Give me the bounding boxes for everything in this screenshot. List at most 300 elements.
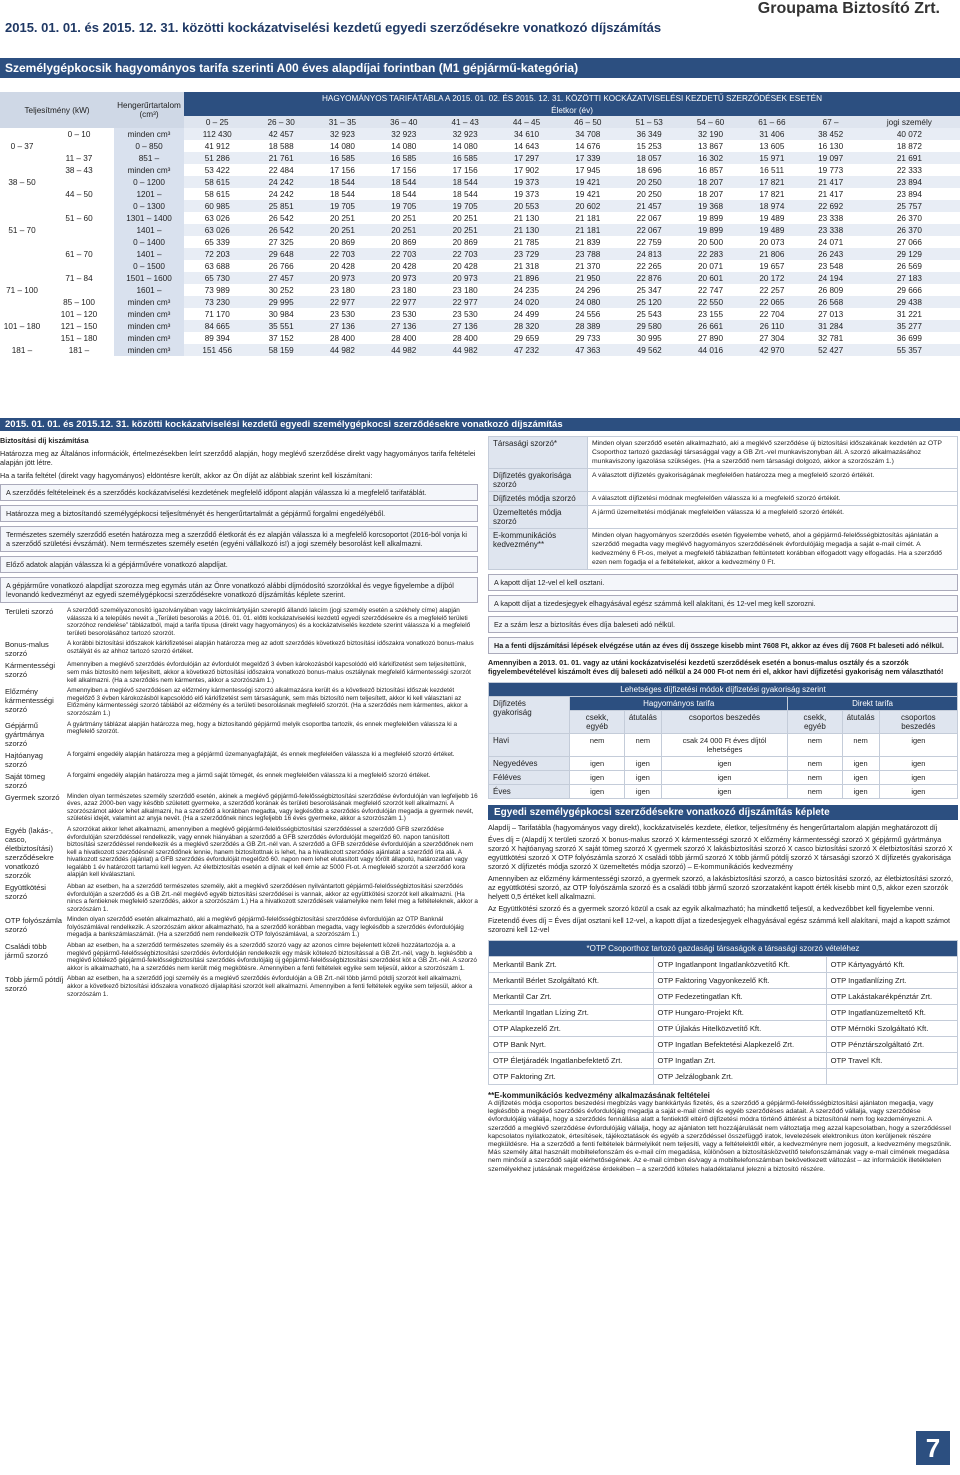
table-row xyxy=(0,128,960,140)
otp-company: OTP Faktoring Vagyonkezelő Kft. xyxy=(653,973,826,989)
kw-cell xyxy=(44,284,114,296)
multiplier-text: Amennyiben a meglévő szerződésen az előzmény kármentességi szorzó alkalmazásra került és a következő biztosítási időszak kezdetét megelőző 3 évben károkozásból kapcsolódó elő kárkifizetést sem társaságunk, sem más biztosító nem teljesített, akkor ki kell választani az Előzmény kármentességi szorzó táblából az előzmény és a területi besorolásnak megfelelő szorzót. (Ha a szerződés nem kármentes, akkor a szorzószám 1.) xyxy=(67,687,468,717)
otp-company: OTP Fedezetingatlan Kft. xyxy=(653,989,826,1005)
freq-cell: igen xyxy=(661,757,787,771)
table-row xyxy=(0,188,960,200)
tariff-value: 22 703 xyxy=(373,248,434,260)
tariff-value: 22 067 xyxy=(636,213,662,223)
tariff-value: 13 605 xyxy=(759,141,785,151)
tariff-value: 84 665 xyxy=(184,320,250,332)
tariff-value: 89 394 xyxy=(204,333,230,343)
tariff-value: 20 869 xyxy=(452,237,478,247)
otp-company: OTP Hungaro-Projekt Kft. xyxy=(653,1005,826,1021)
freq-cell: igen xyxy=(879,734,957,757)
multiplier-row xyxy=(489,506,958,529)
multiplier-item xyxy=(0,640,478,658)
tariff-value: 13 867 xyxy=(698,141,724,151)
tariff-value: 19 373 xyxy=(496,176,557,188)
ccm-cell: minden cm³ xyxy=(114,332,184,344)
tariff-value: 38 452 xyxy=(803,128,859,140)
tariff-value: 30 984 xyxy=(268,309,294,319)
tariff-value: 19 368 xyxy=(680,200,741,212)
freq-cell: igen xyxy=(879,771,957,785)
tariff-value: 18 544 xyxy=(329,189,355,199)
tariff-value: 26 569 xyxy=(896,261,922,271)
tariff-value: 34 708 xyxy=(557,128,618,140)
tariff-value: 20 428 xyxy=(329,261,355,271)
multiplier-item xyxy=(0,661,478,684)
tariff-value: 22 977 xyxy=(434,296,495,308)
kw-cell xyxy=(0,128,44,140)
tariff-value: 20 251 xyxy=(312,224,373,236)
tariff-value: 31 284 xyxy=(803,320,859,332)
tariff-value: 30 252 xyxy=(268,285,294,295)
multiplier-item xyxy=(0,793,478,823)
note-3: Ez a szám lesz a biztosítás éves díja baleseti adó nélkül. xyxy=(488,616,958,633)
freq-cell: nem xyxy=(788,785,842,799)
otp-company: Merkantil Bérlet Szolgáltató Kft. xyxy=(489,973,654,989)
freq-subheader-cell: csoportos beszedés xyxy=(661,711,787,734)
tariff-value: 20 071 xyxy=(698,261,724,271)
tariff-value: 23 530 xyxy=(329,309,355,319)
tariff-value: 32 923 xyxy=(373,128,434,140)
tariff-value: 16 585 xyxy=(434,152,495,164)
ccm-cell: 0 – 1500 xyxy=(114,260,184,272)
tariff-value: 15 971 xyxy=(741,152,802,164)
ecomm-text: A díjfizetés módja csoportos beszedési megbízás vagy bankkártyás fizetés, és a szerződő a gépjármű-felelősségbiztosítási ajánlaton megadja, vagy legkésőbb a meglévő szerződés évfordulójáig megadja a saját e-mail címét és egyéb szerződéses adatait. A szerződő vállalja, vagy szerződése évfordulójáig vállalja, hogy a szerződés fennállása alatt a fentiektől eltérő díjfizetési módra történő áttérést a biztosítónál nem fog kezdeményezni. A szerződő a meglévő szerződése évfordulójáig vállalja, hogy az ajánlaton tett hozzájárulását nem változtatja meg azzal kapcsolatban, hogy a szerződéssel kapcsolatos nyilatkozatok, értesítések, tájékoztatások és egyéb a szerződéssel összefüggő iratok, levelezések elektronikus úton kerüljenek részére megküldésre. Ha a szerződő a fenti feltételek bármelyikét nem teljesíti, vagy a feltételektől eltér, a kedvezményre nem jogosult, a kedvezmény megszűnik. Más személy által használt mobiltelefonszám és e-mail cím megadása, különösen a biztosításközvetítő telefonszámának vagy e-mail címének megadása nem minősül a szerződő saját elérhetőségének. Az e-mail címben és/vagy a mobiltelefonszámban bekövetkezett változást – az információk illetéktelen személyekhez jutásának megelőzése érdekében – a szerződő köteles haladéktalanul jelezni a biztosító részére. xyxy=(488,1100,952,1173)
tariff-value: 26 542 xyxy=(250,224,311,236)
tariff-value: 36 349 xyxy=(619,128,680,140)
note-4: Ha a fenti díjszámítási lépések elvégzése után az éves díj összege kisebb mint 7608 Ft, akkor az éves díj 7608 Ft baleseti adó nélkül. xyxy=(488,637,958,654)
tariff-value: 23 338 xyxy=(818,213,844,223)
table-row xyxy=(489,785,958,799)
table-row xyxy=(0,272,960,284)
kw-cell xyxy=(0,152,44,164)
tariff-value: 16 585 xyxy=(312,152,373,164)
kw-cell xyxy=(0,164,44,176)
table-row xyxy=(489,757,958,771)
otp-company: OTP Ingatlan Befektetési Alapkezelő Zrt. xyxy=(653,1037,826,1053)
calc-intro2: Ha a tarifa feltétel (direkt vagy hagyományos) eldöntésre került, akkor az Ön díját az alábbiak szerint kell kiszámítani: xyxy=(0,471,373,480)
tariff-value: 34 610 xyxy=(496,128,557,140)
ccm-header: Hengerűrtartalom (cm³) xyxy=(114,92,184,128)
tariff-value: 28 400 xyxy=(391,333,417,343)
table-row xyxy=(0,164,960,176)
multiplier-list xyxy=(0,607,478,998)
freq-title: Lehetséges díjfizetési módok díjfizetési gyakoriság szerint xyxy=(489,683,958,697)
tariff-value: 26 809 xyxy=(818,285,844,295)
ccm-cell: 1201 – xyxy=(114,188,184,200)
ccm-cell: minden cm³ xyxy=(114,320,184,332)
tariff-value: 21 761 xyxy=(250,152,311,164)
multiplier-label: Együttkötési szorzó xyxy=(5,882,46,901)
tariff-value: 27 136 xyxy=(312,320,373,332)
multiplier-row xyxy=(489,437,958,469)
tariff-value: 19 773 xyxy=(818,165,844,175)
table-row xyxy=(489,957,958,973)
tariff-value: 22 759 xyxy=(636,237,662,247)
age-col-header: 31 – 35 xyxy=(312,116,373,128)
tariff-value: 20 500 xyxy=(698,237,724,247)
tariff-value: 20 973 xyxy=(312,272,373,284)
tariff-value: 112 430 xyxy=(184,128,250,140)
tariff-value: 14 080 xyxy=(452,141,478,151)
kw-header: Teljesítmény (kW) xyxy=(0,92,114,128)
tariff-value: 27 457 xyxy=(250,272,311,284)
tariff-value: 20 973 xyxy=(434,272,495,284)
tariff-value: 19 705 xyxy=(312,200,373,212)
note-5: Amennyiben a 2013. 01. 01. vagy az utáni kockázatviselési kezdetű szerződések esetén a bonus-malus osztály és a szorzók figyelembevételével kiszámolt éves díj baleseti adó nélkül a 24 000 Ft-ot nem éri el, akkor havi díjfizetési gyakoriság nem választható! xyxy=(488,658,944,676)
tariff-value: 20 172 xyxy=(741,272,802,284)
table-row xyxy=(0,236,960,248)
freq-cell: igen xyxy=(624,771,661,785)
tariff-value: 18 207 xyxy=(680,176,741,188)
tariff-value: 73 230 xyxy=(184,296,250,308)
tariff-value: 18 588 xyxy=(268,141,294,151)
tariff-value: 21 417 xyxy=(803,176,859,188)
tariff-value: 17 156 xyxy=(452,165,478,175)
tariff-value: 14 080 xyxy=(391,141,417,151)
kw-cell: 181 – xyxy=(44,344,114,356)
otp-company: OTP Ingatlanlízing Zrt. xyxy=(826,973,957,989)
tariff-value: 32 923 xyxy=(434,128,495,140)
freq-cell: igen xyxy=(842,757,879,771)
otp-company: OTP Ingatlanüzemeltető Kft. xyxy=(826,1005,957,1021)
tariff-value: 24 499 xyxy=(513,309,540,319)
tariff-value: 47 232 xyxy=(496,344,557,356)
tariff-value: 18 544 xyxy=(452,189,478,199)
age-col-header: 46 – 50 xyxy=(557,116,618,128)
tariff-value: 23 180 xyxy=(452,285,478,295)
tariff-value: 25 347 xyxy=(636,285,662,295)
tariff-value: 55 357 xyxy=(859,344,960,356)
tariff-value: 26 370 xyxy=(859,224,960,236)
tariff-value: 22 333 xyxy=(896,165,922,175)
otp-company: OTP Mérnöki Szolgáltató Kft. xyxy=(826,1021,957,1037)
tariff-value: 20 553 xyxy=(496,200,557,212)
table-caption: HAGYOMÁNYOS TARIFÁTÁBLA A 2015. 01. 02. ÉS 2015. 12. 31. KÖZÖTTI KOCKÁZATVISELÉSI KEZDETŰ SZERZŐDÉSEK ESETÉN xyxy=(184,92,960,104)
multiplier-label: OTP folyószámla szorzó xyxy=(5,916,62,935)
ccm-cell: minden cm³ xyxy=(114,344,184,356)
ccm-cell: 0 – 1300 xyxy=(114,200,184,212)
kw-cell: 181 – xyxy=(0,344,44,356)
table-row xyxy=(489,1037,958,1053)
tariff-value: 18 207 xyxy=(698,189,724,199)
freq-subheader-cell: átutalás xyxy=(624,711,661,734)
tariff-value: 29 733 xyxy=(575,333,601,343)
freq-cell: igen xyxy=(624,757,661,771)
multiplier-row xyxy=(489,529,958,570)
tariff-value: 23 548 xyxy=(818,261,844,271)
right-column xyxy=(488,436,958,1174)
tariff-value: 18 872 xyxy=(896,141,922,151)
tariff-value: 29 129 xyxy=(859,248,960,260)
tariff-value: 20 250 xyxy=(636,189,662,199)
otp-company: Merkantil Car Zrt. xyxy=(489,989,654,1005)
step-box-4: Előző adatok alapján válassza ki a gépjárművére vonatkozó alapdíjat. xyxy=(0,556,478,573)
tariff-value: 24 242 xyxy=(250,176,311,188)
age-col-header: 26 – 30 xyxy=(250,116,311,128)
tariff-value: 20 250 xyxy=(619,176,680,188)
tariff-value: 26 661 xyxy=(680,320,741,332)
tariff-value: 73 989 xyxy=(204,285,230,295)
multiplier-item xyxy=(0,883,478,913)
tariff-value: 23 530 xyxy=(391,309,417,319)
multiplier-label: Előzmény kármentességi szorzó xyxy=(5,687,54,715)
tariff-value: 44 982 xyxy=(312,344,373,356)
table-subtitle: Személygépkocsik hagyományos tarifa szerinti A00 éves alapdíjai forintban (M1 gépjármű-kategória) xyxy=(0,58,960,78)
step-box-1: A szerződés feltételeinek és a szerződés kockázatviselési kezdetének megfelelő időpont alapján válassza ki a megfelelő tarifatáblát. xyxy=(0,484,478,501)
tariff-value: 14 676 xyxy=(575,141,601,151)
multiplier-text: A forgalmi engedély alapján határozza meg a jármű saját tömegét, és ennek megfelelően válassza ki a megfelelő szorzó értéket. xyxy=(67,771,431,779)
age-col-header: 54 – 60 xyxy=(680,116,741,128)
tariff-value: 29 648 xyxy=(250,248,311,260)
ccm-cell: minden cm³ xyxy=(114,296,184,308)
kw-cell: 101 – 120 xyxy=(44,308,114,320)
table-row xyxy=(0,152,960,164)
tariff-value: 23 180 xyxy=(391,285,417,295)
page-title: 2015. 01. 01. és 2015. 12. 31. közötti kockázatviselési kezdetű egyedi szerződésekre vonatkozó díjszámítás xyxy=(5,20,662,35)
tariff-value: 63 026 xyxy=(184,224,250,236)
kw-cell xyxy=(44,260,114,272)
tariff-value: 52 427 xyxy=(803,344,859,356)
tariff-value: 32 190 xyxy=(680,128,741,140)
freq-cell: nem xyxy=(788,757,842,771)
tariff-value: 20 602 xyxy=(557,200,618,212)
step-box-2: Határozza meg a biztosítandó személygépkocsi teljesítményét és hengerűrtartalmát a gépjármű forgalmi engedélyéből. xyxy=(0,505,478,522)
otp-company: OTP Újlakás Hitelközvetítő Kft. xyxy=(653,1021,826,1037)
tariff-value: 23 338 xyxy=(803,224,859,236)
kw-cell xyxy=(44,236,114,248)
tariff-value: 27 183 xyxy=(859,272,960,284)
tariff-value: 24 296 xyxy=(575,285,601,295)
table-row xyxy=(0,296,960,308)
formula-text xyxy=(488,823,958,934)
kw-cell xyxy=(44,140,114,152)
tariff-value: 21 896 xyxy=(496,272,557,284)
table-row xyxy=(489,1069,958,1085)
tariff-value: 35 277 xyxy=(859,320,960,332)
tariff-value: 20 869 xyxy=(391,237,417,247)
tariff-value: 24 242 xyxy=(268,189,294,199)
tariff-value: 17 156 xyxy=(391,165,417,175)
freq-cell: nem xyxy=(624,734,661,757)
table-row xyxy=(0,308,960,320)
multiplier-label: Üzemeltetés módja szorzó xyxy=(489,506,588,529)
ccm-cell: 1301 – 1400 xyxy=(114,212,184,224)
formula-title: Egyedi személygépkocsi szerződésekre vonatkozó díjszámítás képlete xyxy=(488,805,958,820)
tariff-value: 16 585 xyxy=(373,152,434,164)
otp-company: OTP Kártyagyártó Kft. xyxy=(826,957,957,973)
multiplier-text: A szerződő személyazonosító igazolványában vagy lakcímkártyáján szereplő állandó lakcím (jogi személy esetén a székhely címe) alapján válassza ki a település nevét a „Területi besorolás a 2016. 01. 01. előtti kockázatviselési kezdetű egyedi szerződésekre és a megfelelő területi szorzóhoz rendelése” táblázatból, majd a tarifa típusa (direkt vagy hagyományos) és a kockázatviselés kezdete szerint válassza ki a megfelelő területi besorolásához tartozó szorzót. xyxy=(67,607,471,637)
age-col-header: 51 – 53 xyxy=(619,116,680,128)
tariff-value: 20 073 xyxy=(759,237,785,247)
tariff-value: 23 894 xyxy=(896,189,922,199)
tariff-value: 22 692 xyxy=(803,200,859,212)
tariff-value: 26 110 xyxy=(741,320,802,332)
freq-head-2: Direkt tarifa xyxy=(788,697,958,711)
tariff-value: 36 699 xyxy=(896,333,922,343)
multiplier-item xyxy=(0,975,478,998)
freq-cell: igen xyxy=(842,771,879,785)
table-row xyxy=(0,344,960,356)
ccm-cell: 1401 – xyxy=(114,224,184,236)
otp-company: OTP Életjáradék Ingatlanbefektető Zrt. xyxy=(489,1053,654,1069)
tariff-value: 23 788 xyxy=(557,248,618,260)
kw-cell: 38 – 50 xyxy=(0,176,44,188)
multiplier-label: Bonus-malus szorzó xyxy=(5,640,49,659)
tariff-value: 47 363 xyxy=(557,344,618,356)
tariff-value: 21 691 xyxy=(859,152,960,164)
tariff-value: 18 544 xyxy=(391,189,417,199)
otp-company: OTP Pénztárszolgáltató Zrt. xyxy=(826,1037,957,1053)
tariff-value: 22 977 xyxy=(373,296,434,308)
multiplier-text: A jármű üzemeltetési módjának megfelelően válassza ki a megfelelő szorzó értékét. xyxy=(588,506,958,529)
tariff-value: 17 902 xyxy=(513,165,540,175)
formula-paragraph: Éves díj = (Alapdíj X területi szorzó X bonus-malus szorzó X kármentességi szorzó X előzmény kármentességi szorzó X gépjármű gyártmánya szorzó X hajtóanyag szorzó X saját tömeg szorzó X gyermek szorzó X lakásbiztosítási szorzó X casco biztosítási szorzó X életbiztosítási szorzó X együttkötési szorzó X OTP folyószámla szorzó X családi több jármű szorzó X több jármű pótdíj szorzó X társasági szorzó X díjfizetés gyakorisága szorzó X díjfizetés módja szorzó X üzemeltetés módja szorzó) – E-kommunikációs kedvezmény xyxy=(488,835,953,871)
table-row xyxy=(489,734,958,757)
tariff-value: 29 995 xyxy=(250,296,311,308)
freq-cell: igen xyxy=(570,757,624,771)
tariff-value: 24 071 xyxy=(818,237,844,247)
tariff-value: 42 970 xyxy=(741,344,802,356)
tariff-value: 20 251 xyxy=(452,213,478,223)
tariff-value: 19 097 xyxy=(803,152,859,164)
tariff-value: 16 857 xyxy=(698,165,724,175)
ccm-cell: minden cm³ xyxy=(114,308,184,320)
step-box-3: Természetes személy szerződő esetén határozza meg a szerződő életkorát és ez alapján válassza ki a megfelelő korcsoportot (2016-ból vonja ki a szerződő születési évszámát). Nem természetes személy esetén (egyéni vállalkozó is!) a jogi személy besorolást kell alkalmazni. xyxy=(0,526,478,552)
multiplier-text: A gyártmány táblázat alapján határozza meg, hogy a biztosítandó gépjármű melyik csoportba tartozik, és ennek megfelelően válassza ki a megfelelő szorzót. xyxy=(67,720,458,736)
multiplier-item xyxy=(0,772,478,790)
kw-cell xyxy=(44,176,114,188)
tariff-value: 22 257 xyxy=(759,285,785,295)
multiplier-label: Több jármű pótdíj szorzó xyxy=(5,975,64,994)
otp-company: OTP Bank Nyrt. xyxy=(489,1037,654,1053)
multiplier-text: Amennyiben a meglévő szerződés évfordulóján az évfordulót megelőző 3 évben károkozásból kapcsolódó elő kárkifizetést sem teljesítettünk, sem más biztosító nem teljesített, akkor a következő biztosítási időszakra vonatkozó bonus-malus osztálynak megfelelő kármentességi szorzót kell alkalmazni. (Ha a szerződés nem kármentes, akkor a szorzószám 1.) xyxy=(67,661,471,684)
tariff-value: 44 982 xyxy=(434,344,495,356)
calc-heading: Biztosítási díj kiszámítása xyxy=(0,436,89,445)
tariff-value: 19 421 xyxy=(575,189,601,199)
freq-name: Éves xyxy=(489,785,570,799)
tariff-value: 27 136 xyxy=(434,320,495,332)
freq-head-1: Hagyományos tarifa xyxy=(570,697,788,711)
multiplier-label: Egyéb (lakás-, casco, életbiztosítási) szerződésekre vonatkozó szorzók xyxy=(5,825,54,880)
tariff-value: 21 839 xyxy=(575,237,601,247)
tariff-value: 58 159 xyxy=(250,344,311,356)
tariff-value: 58 615 xyxy=(204,189,230,199)
ccm-cell: 0 – 850 xyxy=(114,140,184,152)
tariff-value: 51 286 xyxy=(184,152,250,164)
multiplier-text: Minden olyan szerződő esetén alkalmazható, aki a meglévő szerződése új biztosítási időszakának kezdetén az OTP Csoporthoz tartozó gazdasági társasággal vagy a GB Zrt.-vel munkaviszonyban áll. A szorzó alkalmazásához munkaviszony igazolása szükséges. (Ha a szerződő nem társasági dolgozó, akkor a szorzószám 1.) xyxy=(588,437,958,469)
tariff-value: 23 894 xyxy=(859,176,960,188)
kw-cell xyxy=(0,248,44,260)
tariff-value: 53 422 xyxy=(204,165,230,175)
tariff-value: 24 080 xyxy=(557,296,618,308)
multiplier-table-right xyxy=(488,436,958,570)
tariff-value: 19 373 xyxy=(513,189,540,199)
tariff-value: 49 562 xyxy=(619,344,680,356)
tariff-value: 22 550 xyxy=(680,296,741,308)
tariff-value: 25 757 xyxy=(859,200,960,212)
tariff-value: 24 235 xyxy=(513,285,540,295)
tariff-value: 27 066 xyxy=(896,237,922,247)
multiplier-text: Minden olyan szerződő esetén alkalmazható, aki a meglévő gépjármű-felelősségbiztosítási szerződése évfordulóján az OTP Banknál folyószámlával rendelkezik. A szorzószám akkor alkalmazható, ha a szerződő korábban megadta, vagy legkésőbb a szerződés évfordulójáig megadja a bankszámlaszámát. (Ha a szerződő nem rendelkezik OTP folyószámlával, a szorzószám 1.) xyxy=(67,916,464,939)
kw-cell: 151 – 180 xyxy=(44,332,114,344)
tariff-value: 22 484 xyxy=(268,165,294,175)
tariff-value: 27 890 xyxy=(698,333,724,343)
tariff-value: 40 072 xyxy=(859,128,960,140)
tariff-value: 17 339 xyxy=(557,152,618,164)
ccm-cell: 1601 – xyxy=(114,284,184,296)
ccm-cell: 1401 – xyxy=(114,248,184,260)
tariff-value: 29 438 xyxy=(859,296,960,308)
tariff-value: 23 530 xyxy=(452,309,478,319)
tariff-value: 20 251 xyxy=(373,224,434,236)
multiplier-item xyxy=(0,721,478,748)
tariff-value: 22 067 xyxy=(619,224,680,236)
multiplier-text: A korábbi biztosítási időszakok kárkifizetései alapján határozza meg az adott szerződés következő biztosítási időszakra vonatkozó bonus-malus osztályát és az ahhoz tartozó szorzó értéket. xyxy=(67,640,474,655)
tariff-value: 63 026 xyxy=(204,213,230,223)
tariff-value: 21 806 xyxy=(741,248,802,260)
tariff-value: 20 869 xyxy=(329,237,355,247)
tariff-value: 72 203 xyxy=(184,248,250,260)
tariff-value: 29 666 xyxy=(896,285,922,295)
tariff-value: 21 417 xyxy=(818,189,844,199)
freq-head-0: Díjfizetés gyakoriság xyxy=(489,697,570,734)
tariff-value: 16 302 xyxy=(680,152,741,164)
tariff-value: 65 339 xyxy=(204,237,230,247)
freq-cell: igen xyxy=(624,785,661,799)
tariff-value: 14 643 xyxy=(513,141,540,151)
multiplier-row xyxy=(489,492,958,506)
freq-cell: csak 24 000 Ft éves díjtól lehetséges xyxy=(661,734,787,757)
tariff-value: 22 265 xyxy=(636,261,662,271)
multiplier-label: Hajtóanyag szorzó xyxy=(5,750,43,769)
ccm-cell: 0 – 1200 xyxy=(114,176,184,188)
multiplier-text: A forgalmi engedély alapján határozza meg a gépjármű üzemanyagfajtáját, és ennek megfelelően válassza ki a megfelelő szorzó értéket. xyxy=(67,750,455,758)
age-header: Életkor (év) xyxy=(184,104,960,116)
table-row xyxy=(0,260,960,272)
kw-cell xyxy=(0,212,44,224)
tariff-value: 26 542 xyxy=(268,213,294,223)
tariff-value: 31 406 xyxy=(741,128,802,140)
formula-paragraph: Amennyiben az előzmény kármentességi szorzó, a gyermek szorzó, a lakásbiztosítási szorzó, a casco biztosítási szorzó, az életbiztosítási szorzó, az együttkötési szorzó, az OTP folyószámla szorzó és a családi több jármű szorzó szorzataként kapott érték kisebb mint 0,5, akkor ezen szorzók helyett 0,5 értéket kell alkalmazni. xyxy=(488,874,953,901)
multiplier-row xyxy=(489,469,958,492)
tariff-value: 37 152 xyxy=(268,333,294,343)
kw-cell: 0 – 10 xyxy=(44,128,114,140)
tariff-value: 20 251 xyxy=(391,213,417,223)
table-row xyxy=(0,200,960,212)
tariff-value: 21 318 xyxy=(513,261,540,271)
tariff-value: 41 912 xyxy=(204,141,230,151)
tariff-value: 26 370 xyxy=(896,213,922,223)
tariff-value: 27 325 xyxy=(268,237,294,247)
tariff-value: 24 813 xyxy=(619,248,680,260)
company-name: Groupama Biztosító Zrt. xyxy=(757,0,940,17)
tariff-value: 63 688 xyxy=(204,261,230,271)
multiplier-label: Díjfizetés gyakorisága szorzó xyxy=(489,469,588,492)
tariff-value: 21 950 xyxy=(557,272,618,284)
freq-cell: nem xyxy=(570,734,624,757)
freq-subheader-cell: csoportos beszedés xyxy=(879,711,957,734)
table-row xyxy=(0,320,960,332)
multiplier-label: Kármentességi szorzó xyxy=(5,661,56,680)
tariff-value: 27 136 xyxy=(373,320,434,332)
tariff-value: 22 704 xyxy=(759,309,785,319)
freq-name: Havi xyxy=(489,734,570,757)
tariff-value: 22 876 xyxy=(619,272,680,284)
tariff-value: 31 221 xyxy=(896,309,922,319)
